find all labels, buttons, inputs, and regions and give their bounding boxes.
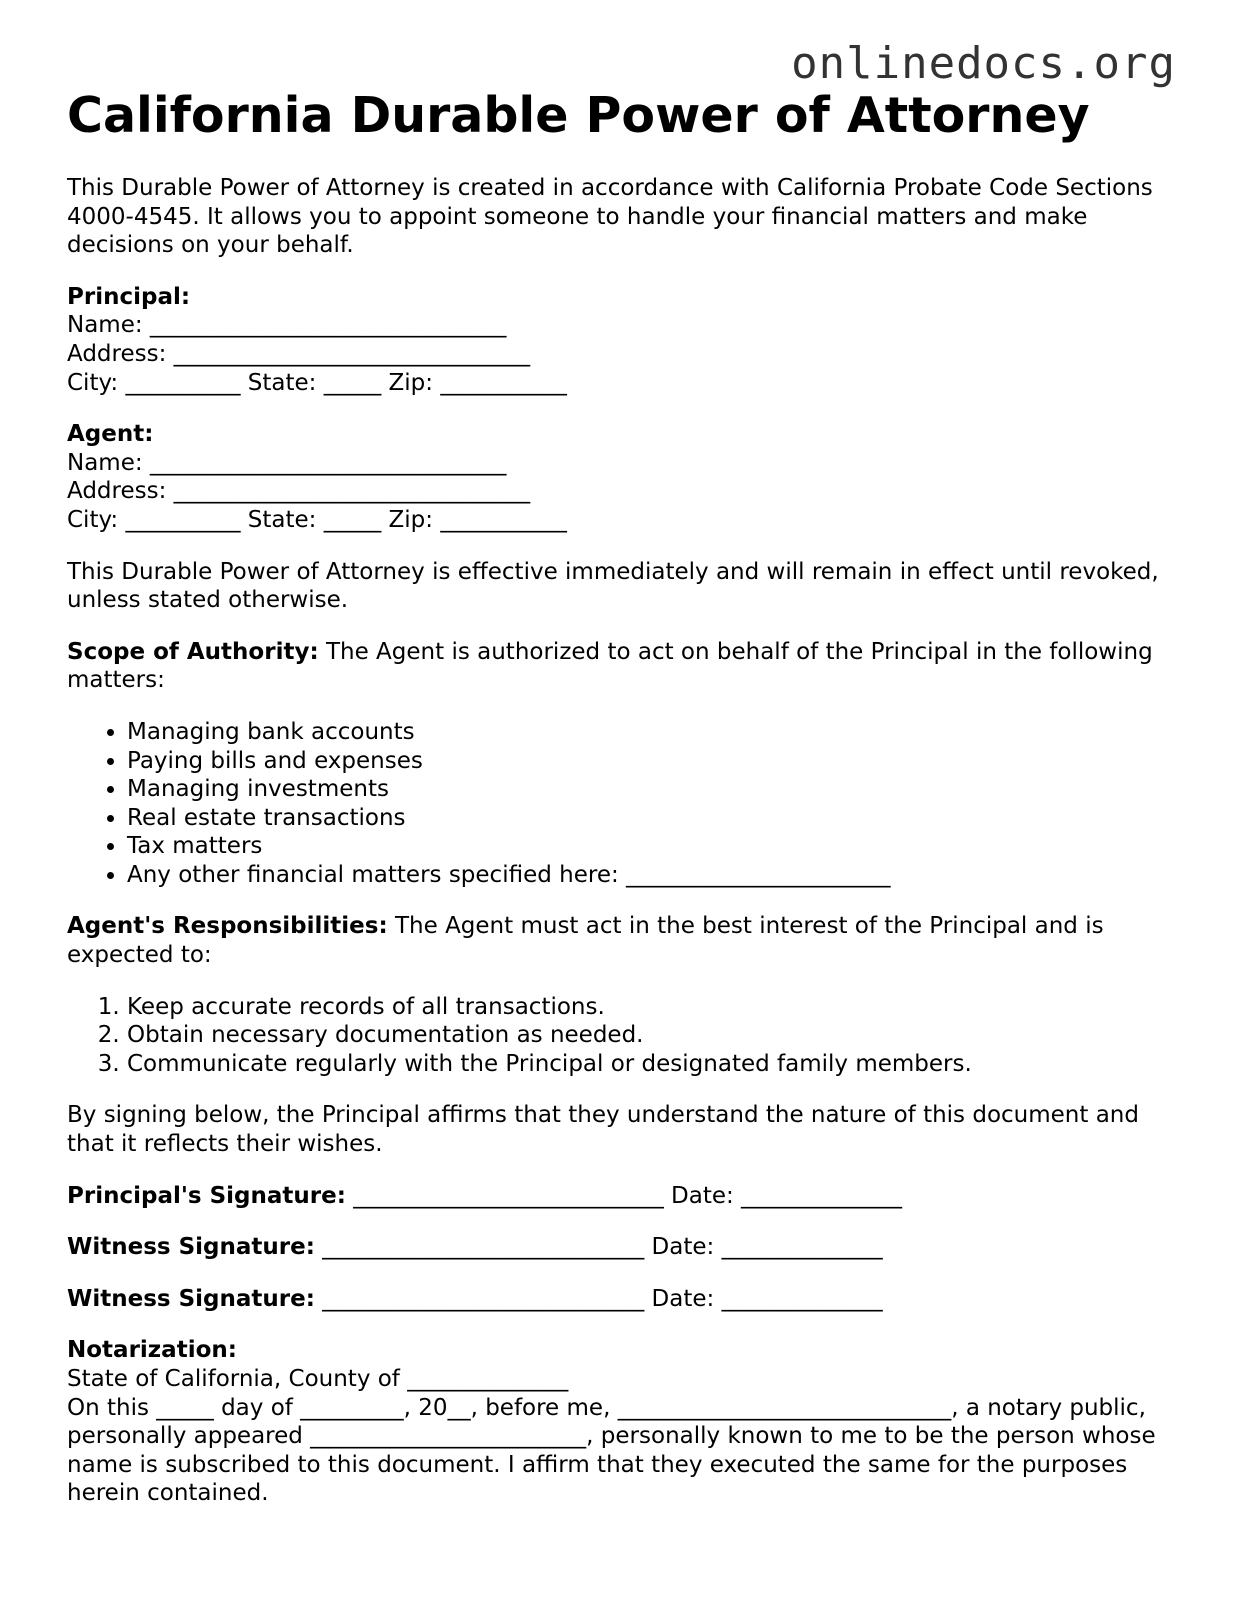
principal-signature-line <box>67 1182 1177 1211</box>
scope-paragraph <box>67 638 1177 695</box>
responsibilities-list <box>67 993 1177 1079</box>
notarization-heading: Notarization: <box>67 1337 237 1364</box>
agent-city-state-zip-field: City: __________ State: _____ Zip: ___________ <box>67 506 567 533</box>
principal-heading: Principal: <box>67 283 191 310</box>
principal-city-state-zip-field: City: __________ State: _____ Zip: ___________ <box>67 369 567 396</box>
notarization-county: State of California, County of ______________ <box>67 1366 569 1392</box>
effective-paragraph: This Durable Power of Attorney is effective immediately and will remain in effect until revoked, unless stated otherwise. <box>67 558 1159 614</box>
list-item: • Paying bills and expenses <box>127 747 1177 776</box>
responsibilities-paragraph <box>67 912 1177 969</box>
principal-section <box>67 283 1177 397</box>
responsibilities-text: The Agent must act in the best interest of the Principal and is expected to: <box>67 913 1104 969</box>
notarization-section <box>67 1336 1177 1508</box>
list-item: • Any other financial matters specified here: _______________________ <box>127 861 1177 890</box>
principal-signature-label: Principal's Signature: <box>67 1182 346 1209</box>
witness-signature-line <box>67 1285 1177 1314</box>
affirm-paragraph: By signing below, the Principal affirms that they understand the nature of this document and that it reflects their wishes. <box>67 1102 1139 1158</box>
scope-list <box>67 718 1177 890</box>
list-item: • Tax matters <box>127 832 1177 861</box>
witness-signature-label: Witness Signature: <box>67 1234 315 1261</box>
notarization-body: On this _____ day of _________, 20__, before me, _____________________________, a notary public, personally appeared ________________________, personally known to me to be the person whose name is subscribed to this document. I affirm that they executed the same for the purposes herein contained. <box>67 1394 1156 1507</box>
responsibilities-label: Agent's Responsibilities: <box>67 913 388 940</box>
document-title: California Durable Power of Attorney <box>67 87 1090 144</box>
document-content <box>67 86 1177 1508</box>
list-item: • Managing bank accounts <box>127 718 1177 747</box>
list-item: • Real estate transactions <box>127 804 1177 833</box>
witness-signature-blank: ____________________________ Date: ______________ <box>314 1285 883 1312</box>
intro-paragraph: This Durable Power of Attorney is created in accordance with California Probate Code Sections 4000-4545. It allows you to appoint someone to handle your financial matters and make decisions on your behalf. <box>67 175 1153 259</box>
list-item: • Managing investments <box>127 775 1177 804</box>
witness-signature-blank: ____________________________ Date: ______________ <box>314 1234 883 1261</box>
scope-label: Scope of Authority: <box>67 638 319 665</box>
principal-signature-blank: ___________________________ Date: ______________ <box>345 1182 903 1209</box>
agent-address-field: Address: _______________________________ <box>67 478 531 505</box>
agent-name-field: Name: _______________________________ <box>67 449 507 476</box>
witness-signature-line <box>67 1233 1177 1262</box>
list-item: 1. Keep accurate records of all transactions. <box>127 993 1177 1022</box>
principal-address-field: Address: _______________________________ <box>67 340 531 367</box>
watermark: onlinedocs.org <box>791 38 1176 89</box>
scope-text: The Agent is authorized to act on behalf of the Principal in the following matters: <box>67 638 1153 694</box>
agent-section <box>67 420 1177 534</box>
agent-heading: Agent: <box>67 421 154 448</box>
list-item: 2. Obtain necessary documentation as needed. <box>127 1021 1177 1050</box>
list-item: 3. Communicate regularly with the Principal or designated family members. <box>127 1050 1177 1079</box>
principal-name-field: Name: _______________________________ <box>67 312 507 339</box>
witness-signature-label: Witness Signature: <box>67 1285 315 1312</box>
